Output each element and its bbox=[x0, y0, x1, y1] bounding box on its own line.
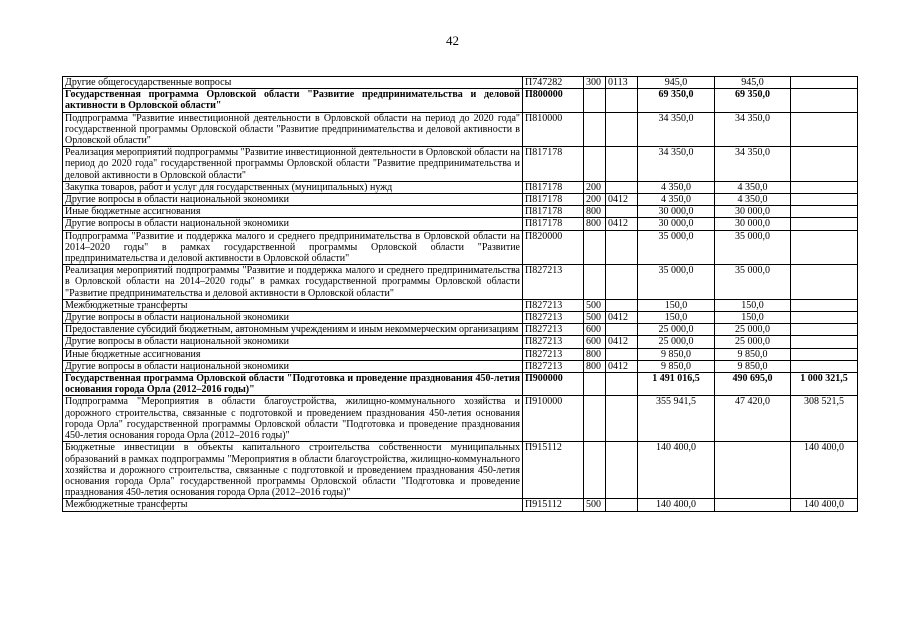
row-amount-3-cell bbox=[791, 147, 858, 182]
row-expense-type-cell bbox=[584, 396, 606, 442]
row-section-cell bbox=[606, 348, 638, 360]
table-row bbox=[63, 181, 858, 193]
row-section-cell bbox=[606, 324, 638, 336]
table-row bbox=[63, 218, 858, 230]
row-section-cell bbox=[606, 147, 638, 182]
row-name-cell: Иные бюджетные ассигнования bbox=[63, 206, 523, 218]
row-expense-type-cell: 500 bbox=[584, 312, 606, 324]
row-expense-type-cell bbox=[584, 147, 606, 182]
row-total-cell: 30 000,0 bbox=[638, 218, 715, 230]
row-name-cell: Другие вопросы в области национальной экономики bbox=[63, 312, 523, 324]
row-amount-3-cell: 140 400,0 bbox=[791, 499, 858, 511]
row-expense-type-cell: 200 bbox=[584, 181, 606, 193]
row-total-cell: 9 850,0 bbox=[638, 360, 715, 372]
row-amount-3-cell bbox=[791, 181, 858, 193]
row-total-cell: 69 350,0 bbox=[638, 89, 715, 112]
row-amount-3-cell bbox=[791, 230, 858, 265]
row-name-cell: Государственная программа Орловской области "Развитие предпринимательства и деловой активности в Орловской области" bbox=[63, 89, 523, 112]
row-amount-3-cell bbox=[791, 299, 858, 311]
row-total-cell: 4 350,0 bbox=[638, 194, 715, 206]
row-expense-type-cell: 800 bbox=[584, 348, 606, 360]
row-total-cell: 945,0 bbox=[638, 77, 715, 89]
row-section-cell: 0113 bbox=[606, 77, 638, 89]
row-code-cell: П817178 bbox=[523, 194, 584, 206]
row-name-cell: Предоставление субсидий бюджетным, автономным учреждениям и иным некоммерческим организациям bbox=[63, 324, 523, 336]
row-amount-2-cell: 35 000,0 bbox=[715, 230, 791, 265]
row-name-cell: Другие вопросы в области национальной экономики bbox=[63, 336, 523, 348]
row-code-cell: П800000 bbox=[523, 89, 584, 112]
row-total-cell: 25 000,0 bbox=[638, 324, 715, 336]
row-section-cell bbox=[606, 396, 638, 442]
row-amount-3-cell: 140 400,0 bbox=[791, 442, 858, 499]
row-section-cell bbox=[606, 181, 638, 193]
table-row bbox=[63, 348, 858, 360]
row-expense-type-cell: 500 bbox=[584, 499, 606, 511]
row-amount-2-cell: 9 850,0 bbox=[715, 348, 791, 360]
row-section-cell bbox=[606, 265, 638, 300]
row-expense-type-cell: 800 bbox=[584, 218, 606, 230]
row-expense-type-cell: 600 bbox=[584, 336, 606, 348]
table-row bbox=[63, 360, 858, 372]
row-amount-2-cell bbox=[715, 499, 791, 511]
table-row bbox=[63, 396, 858, 442]
budget-table bbox=[62, 76, 858, 512]
row-expense-type-cell: 800 bbox=[584, 206, 606, 218]
row-section-cell: 0412 bbox=[606, 312, 638, 324]
row-total-cell: 140 400,0 bbox=[638, 499, 715, 511]
table-row bbox=[63, 312, 858, 324]
row-name-cell: Иные бюджетные ассигнования bbox=[63, 348, 523, 360]
row-expense-type-cell bbox=[584, 230, 606, 265]
row-amount-3-cell: 1 000 321,5 bbox=[791, 373, 858, 396]
row-expense-type-cell: 500 bbox=[584, 299, 606, 311]
row-total-cell: 1 491 016,5 bbox=[638, 373, 715, 396]
row-amount-3-cell bbox=[791, 218, 858, 230]
page-number: 42 bbox=[446, 33, 459, 48]
row-expense-type-cell bbox=[584, 442, 606, 499]
row-code-cell: П827213 bbox=[523, 299, 584, 311]
row-code-cell: П817178 bbox=[523, 147, 584, 182]
row-amount-2-cell: 25 000,0 bbox=[715, 336, 791, 348]
row-amount-2-cell: 69 350,0 bbox=[715, 89, 791, 112]
row-name-cell: Другие вопросы в области национальной экономики bbox=[63, 218, 523, 230]
table-row bbox=[63, 324, 858, 336]
row-expense-type-cell bbox=[584, 373, 606, 396]
row-section-cell bbox=[606, 299, 638, 311]
table-row bbox=[63, 230, 858, 265]
row-code-cell: П827213 bbox=[523, 360, 584, 372]
row-amount-3-cell bbox=[791, 360, 858, 372]
row-expense-type-cell: 300 bbox=[584, 77, 606, 89]
row-amount-2-cell: 945,0 bbox=[715, 77, 791, 89]
row-amount-3-cell bbox=[791, 206, 858, 218]
row-code-cell: П827213 bbox=[523, 265, 584, 300]
row-name-cell: Бюджетные инвестиции в объекты капитального строительства собственности муниципальных образований в рамках подпрограммы "Мероприятия в области благоустройства, жилищно-коммунального хозяйства и дорожного строительства, связанные с подготовкой и проведением празднования 450-летия основания города Орла" государственной программы Орловской области "Подготовка и проведение празднования 450-летия основания города Орла (2012–2016 годы)" bbox=[63, 442, 523, 499]
row-name-cell: Межбюджетные трансферты bbox=[63, 499, 523, 511]
row-total-cell: 35 000,0 bbox=[638, 265, 715, 300]
row-amount-2-cell: 4 350,0 bbox=[715, 181, 791, 193]
row-amount-2-cell: 4 350,0 bbox=[715, 194, 791, 206]
row-expense-type-cell bbox=[584, 112, 606, 147]
row-amount-3-cell bbox=[791, 77, 858, 89]
table-row bbox=[63, 89, 858, 112]
row-code-cell: П827213 bbox=[523, 336, 584, 348]
table-row bbox=[63, 499, 858, 511]
row-total-cell: 34 350,0 bbox=[638, 147, 715, 182]
row-code-cell: П817178 bbox=[523, 218, 584, 230]
row-code-cell: П747282 bbox=[523, 77, 584, 89]
row-expense-type-cell bbox=[584, 89, 606, 112]
row-amount-3-cell bbox=[791, 89, 858, 112]
row-name-cell: Другие вопросы в области национальной экономики bbox=[63, 194, 523, 206]
table-row bbox=[63, 265, 858, 300]
row-expense-type-cell: 200 bbox=[584, 194, 606, 206]
row-amount-2-cell bbox=[715, 442, 791, 499]
row-amount-2-cell: 30 000,0 bbox=[715, 218, 791, 230]
row-section-cell: 0412 bbox=[606, 218, 638, 230]
row-total-cell: 9 850,0 bbox=[638, 348, 715, 360]
row-name-cell: Подпрограмма "Развитие и поддержка малого и среднего предпринимательства в Орловской области на 2014–2020 годы" в рамках государственной программы Орловской области "Развитие предпринимательства и деловой активности в Орловской области" bbox=[63, 230, 523, 265]
row-total-cell: 34 350,0 bbox=[638, 112, 715, 147]
row-amount-2-cell: 9 850,0 bbox=[715, 360, 791, 372]
row-name-cell: Реализация мероприятий подпрограммы "Развитие и поддержка малого и среднего предпринимательства в Орловской области на 2014–2020 годы" в рамках государственной программы Орловской области "Развитие предпринимательства и деловой активности в Орловской области" bbox=[63, 265, 523, 300]
row-amount-3-cell: 308 521,5 bbox=[791, 396, 858, 442]
row-amount-2-cell: 150,0 bbox=[715, 312, 791, 324]
row-amount-3-cell bbox=[791, 336, 858, 348]
row-code-cell: П915112 bbox=[523, 442, 584, 499]
row-section-cell: 0412 bbox=[606, 360, 638, 372]
row-code-cell: П810000 bbox=[523, 112, 584, 147]
row-total-cell: 150,0 bbox=[638, 312, 715, 324]
row-amount-2-cell: 25 000,0 bbox=[715, 324, 791, 336]
row-section-cell bbox=[606, 112, 638, 147]
row-name-cell: Реализация мероприятий подпрограммы "Развитие инвестиционной деятельности в Орловской области на период до 2020 года" государственной программы Орловской области "Развитие предпринимательства и деловой активности в Орловской области" bbox=[63, 147, 523, 182]
row-name-cell: Подпрограмма "Развитие инвестиционной деятельности в Орловской области на период до 2020 года" государственной программы Орловской области "Развитие предпринимательства и деловой активности в Орловской области" bbox=[63, 112, 523, 147]
row-section-cell bbox=[606, 499, 638, 511]
row-code-cell: П817178 bbox=[523, 181, 584, 193]
table-row bbox=[63, 77, 858, 89]
row-code-cell: П910000 bbox=[523, 396, 584, 442]
table-row bbox=[63, 442, 858, 499]
row-section-cell bbox=[606, 373, 638, 396]
row-amount-2-cell: 34 350,0 bbox=[715, 147, 791, 182]
row-amount-2-cell: 30 000,0 bbox=[715, 206, 791, 218]
row-amount-2-cell: 35 000,0 bbox=[715, 265, 791, 300]
row-section-cell: 0412 bbox=[606, 194, 638, 206]
row-amount-2-cell: 34 350,0 bbox=[715, 112, 791, 147]
table-row bbox=[63, 194, 858, 206]
row-name-cell: Закупка товаров, работ и услуг для государственных (муниципальных) нужд bbox=[63, 181, 523, 193]
row-total-cell: 140 400,0 bbox=[638, 442, 715, 499]
row-section-cell bbox=[606, 230, 638, 265]
table-row bbox=[63, 206, 858, 218]
row-name-cell: Подпрограмма "Мероприятия в области благоустройства, жилищно-коммунального хозяйства и дорожного строительства, связанные с подготовкой и проведением празднования 450-летия основания города Орла" государственной программы Орловской области "Подготовка и проведение празднования 450-летия основания города Орла (2012–2016 годы)" bbox=[63, 396, 523, 442]
row-section-cell bbox=[606, 206, 638, 218]
row-section-cell: 0412 bbox=[606, 336, 638, 348]
row-total-cell: 35 000,0 bbox=[638, 230, 715, 265]
table-row bbox=[63, 336, 858, 348]
row-total-cell: 355 941,5 bbox=[638, 396, 715, 442]
row-total-cell: 4 350,0 bbox=[638, 181, 715, 193]
row-code-cell: П827213 bbox=[523, 324, 584, 336]
row-name-cell: Межбюджетные трансферты bbox=[63, 299, 523, 311]
row-section-cell bbox=[606, 89, 638, 112]
row-total-cell: 30 000,0 bbox=[638, 206, 715, 218]
row-code-cell: П827213 bbox=[523, 312, 584, 324]
row-code-cell: П900000 bbox=[523, 373, 584, 396]
budget-table-body bbox=[63, 77, 858, 512]
table-row bbox=[63, 147, 858, 182]
row-code-cell: П820000 bbox=[523, 230, 584, 265]
row-name-cell: Государственная программа Орловской области "Подготовка и проведение празднования 450-летия основания города Орла (2012–2016 годы)" bbox=[63, 373, 523, 396]
row-amount-3-cell bbox=[791, 324, 858, 336]
row-expense-type-cell: 800 bbox=[584, 360, 606, 372]
row-amount-3-cell bbox=[791, 112, 858, 147]
row-expense-type-cell bbox=[584, 265, 606, 300]
row-amount-3-cell bbox=[791, 265, 858, 300]
row-amount-2-cell: 47 420,0 bbox=[715, 396, 791, 442]
row-amount-2-cell: 490 695,0 bbox=[715, 373, 791, 396]
row-total-cell: 150,0 bbox=[638, 299, 715, 311]
row-section-cell bbox=[606, 442, 638, 499]
row-code-cell: П827213 bbox=[523, 348, 584, 360]
row-amount-3-cell bbox=[791, 194, 858, 206]
table-row bbox=[63, 373, 858, 396]
row-amount-3-cell bbox=[791, 312, 858, 324]
row-code-cell: П915112 bbox=[523, 499, 584, 511]
row-code-cell: П817178 bbox=[523, 206, 584, 218]
row-name-cell: Другие вопросы в области национальной экономики bbox=[63, 360, 523, 372]
row-amount-3-cell bbox=[791, 348, 858, 360]
table-row bbox=[63, 299, 858, 311]
row-expense-type-cell: 600 bbox=[584, 324, 606, 336]
row-name-cell: Другие общегосударственные вопросы bbox=[63, 77, 523, 89]
row-amount-2-cell: 150,0 bbox=[715, 299, 791, 311]
table-row bbox=[63, 112, 858, 147]
row-total-cell: 25 000,0 bbox=[638, 336, 715, 348]
